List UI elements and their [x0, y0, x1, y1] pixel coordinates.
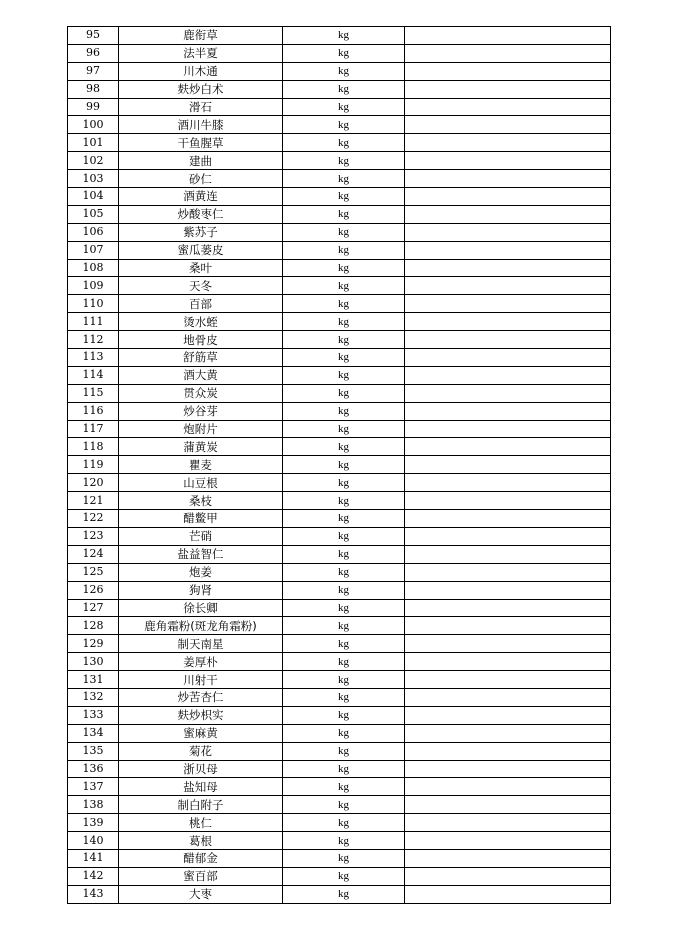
name-cell: 滑石 [119, 98, 283, 116]
name-cell: 瞿麦 [119, 456, 283, 474]
note-cell [405, 116, 611, 134]
unit-cell: kg [283, 331, 405, 349]
name-cell: 川射干 [119, 671, 283, 689]
table-row [68, 724, 611, 742]
note-cell [405, 313, 611, 331]
no-cell: 133 [68, 706, 119, 724]
no-cell: 143 [68, 885, 119, 903]
note-cell [405, 80, 611, 98]
table-row [68, 742, 611, 760]
name-cell: 炮附片 [119, 420, 283, 438]
name-cell: 炒酸枣仁 [119, 205, 283, 223]
note-cell [405, 384, 611, 402]
note-cell [405, 366, 611, 384]
name-cell: 盐益智仁 [119, 545, 283, 563]
table-row [68, 796, 611, 814]
table-row [68, 313, 611, 331]
name-cell: 炒谷芽 [119, 402, 283, 420]
note-cell [405, 527, 611, 545]
no-cell: 113 [68, 349, 119, 367]
no-cell: 130 [68, 653, 119, 671]
table-row [68, 62, 611, 80]
name-cell: 制天南星 [119, 635, 283, 653]
name-cell: 舒筋草 [119, 349, 283, 367]
name-cell: 葛根 [119, 832, 283, 850]
unit-cell: kg [283, 313, 405, 331]
unit-cell: kg [283, 188, 405, 206]
table-row [68, 885, 611, 903]
unit-cell: kg [283, 62, 405, 80]
note-cell [405, 510, 611, 528]
note-cell [405, 832, 611, 850]
note-cell [405, 706, 611, 724]
name-cell: 蜜百部 [119, 867, 283, 885]
no-cell: 141 [68, 849, 119, 867]
no-cell: 142 [68, 867, 119, 885]
unit-cell: kg [283, 116, 405, 134]
unit-cell: kg [283, 295, 405, 313]
no-cell: 138 [68, 796, 119, 814]
no-cell: 104 [68, 188, 119, 206]
table-row [68, 116, 611, 134]
unit-cell: kg [283, 724, 405, 742]
unit-cell: kg [283, 152, 405, 170]
name-cell: 桑叶 [119, 259, 283, 277]
name-cell: 菊花 [119, 742, 283, 760]
no-cell: 114 [68, 366, 119, 384]
unit-cell: kg [283, 885, 405, 903]
no-cell: 126 [68, 581, 119, 599]
name-cell: 紫苏子 [119, 223, 283, 241]
table-row [68, 331, 611, 349]
name-cell: 砂仁 [119, 170, 283, 188]
unit-cell: kg [283, 545, 405, 563]
table-row [68, 241, 611, 259]
no-cell: 107 [68, 241, 119, 259]
unit-cell: kg [283, 456, 405, 474]
no-cell: 122 [68, 510, 119, 528]
note-cell [405, 456, 611, 474]
name-cell: 大枣 [119, 885, 283, 903]
no-cell: 112 [68, 331, 119, 349]
unit-cell: kg [283, 796, 405, 814]
no-cell: 96 [68, 44, 119, 62]
no-cell: 137 [68, 778, 119, 796]
table-row [68, 295, 611, 313]
note-cell [405, 492, 611, 510]
name-cell: 山豆根 [119, 474, 283, 492]
name-cell: 蜜瓜蒌皮 [119, 241, 283, 259]
name-cell: 桃仁 [119, 814, 283, 832]
note-cell [405, 599, 611, 617]
no-cell: 139 [68, 814, 119, 832]
note-cell [405, 778, 611, 796]
unit-cell: kg [283, 170, 405, 188]
name-cell: 桑枝 [119, 492, 283, 510]
name-cell: 麸炒白术 [119, 80, 283, 98]
table-row [68, 134, 611, 152]
name-cell: 法半夏 [119, 44, 283, 62]
no-cell: 99 [68, 98, 119, 116]
note-cell [405, 62, 611, 80]
table-row [68, 277, 611, 295]
table-row [68, 366, 611, 384]
no-cell: 119 [68, 456, 119, 474]
unit-cell: kg [283, 44, 405, 62]
name-cell: 天冬 [119, 277, 283, 295]
name-cell: 蜜麻黄 [119, 724, 283, 742]
table-row [68, 760, 611, 778]
note-cell [405, 438, 611, 456]
no-cell: 127 [68, 599, 119, 617]
unit-cell: kg [283, 205, 405, 223]
unit-cell: kg [283, 688, 405, 706]
note-cell [405, 44, 611, 62]
no-cell: 134 [68, 724, 119, 742]
note-cell [405, 545, 611, 563]
no-cell: 105 [68, 205, 119, 223]
no-cell: 118 [68, 438, 119, 456]
table-row [68, 563, 611, 581]
table-row [68, 510, 611, 528]
no-cell: 123 [68, 527, 119, 545]
no-cell: 125 [68, 563, 119, 581]
unit-cell: kg [283, 778, 405, 796]
unit-cell: kg [283, 671, 405, 689]
no-cell: 108 [68, 259, 119, 277]
unit-cell: kg [283, 349, 405, 367]
table-row [68, 778, 611, 796]
no-cell: 131 [68, 671, 119, 689]
table-row [68, 349, 611, 367]
no-cell: 140 [68, 832, 119, 850]
table-row [68, 259, 611, 277]
table-row [68, 599, 611, 617]
table-row [68, 867, 611, 885]
table-row [68, 384, 611, 402]
unit-cell: kg [283, 849, 405, 867]
table-row [68, 671, 611, 689]
name-cell: 烫水蛭 [119, 313, 283, 331]
name-cell: 建曲 [119, 152, 283, 170]
table-row [68, 688, 611, 706]
table-row [68, 635, 611, 653]
name-cell: 徐长卿 [119, 599, 283, 617]
no-cell: 111 [68, 313, 119, 331]
unit-cell: kg [283, 599, 405, 617]
unit-cell: kg [283, 27, 405, 45]
name-cell: 贯众炭 [119, 384, 283, 402]
no-cell: 95 [68, 27, 119, 45]
note-cell [405, 349, 611, 367]
note-cell [405, 98, 611, 116]
name-cell: 酒川牛膝 [119, 116, 283, 134]
name-cell: 川木通 [119, 62, 283, 80]
unit-cell: kg [283, 366, 405, 384]
name-cell: 百部 [119, 295, 283, 313]
note-cell [405, 205, 611, 223]
table-row [68, 814, 611, 832]
note-cell [405, 617, 611, 635]
unit-cell: kg [283, 867, 405, 885]
name-cell: 炮姜 [119, 563, 283, 581]
table-row [68, 44, 611, 62]
note-cell [405, 277, 611, 295]
no-cell: 121 [68, 492, 119, 510]
note-cell [405, 223, 611, 241]
table-row [68, 653, 611, 671]
no-cell: 115 [68, 384, 119, 402]
table-row [68, 849, 611, 867]
note-cell [405, 796, 611, 814]
no-cell: 124 [68, 545, 119, 563]
name-cell: 姜厚朴 [119, 653, 283, 671]
unit-cell: kg [283, 98, 405, 116]
unit-cell: kg [283, 814, 405, 832]
table-row [68, 492, 611, 510]
note-cell [405, 635, 611, 653]
no-cell: 136 [68, 760, 119, 778]
name-cell: 醋郁金 [119, 849, 283, 867]
name-cell: 芒硝 [119, 527, 283, 545]
unit-cell: kg [283, 563, 405, 581]
no-cell: 97 [68, 62, 119, 80]
note-cell [405, 402, 611, 420]
unit-cell: kg [283, 241, 405, 259]
table-row [68, 581, 611, 599]
table-row [68, 205, 611, 223]
table-row [68, 832, 611, 850]
no-cell: 132 [68, 688, 119, 706]
no-cell: 117 [68, 420, 119, 438]
note-cell [405, 188, 611, 206]
note-cell [405, 259, 611, 277]
name-cell: 鹿衔草 [119, 27, 283, 45]
unit-cell: kg [283, 134, 405, 152]
unit-cell: kg [283, 474, 405, 492]
table-row [68, 188, 611, 206]
note-cell [405, 867, 611, 885]
unit-cell: kg [283, 492, 405, 510]
note-cell [405, 474, 611, 492]
unit-cell: kg [283, 438, 405, 456]
no-cell: 101 [68, 134, 119, 152]
note-cell [405, 760, 611, 778]
name-cell: 酒大黄 [119, 366, 283, 384]
no-cell: 135 [68, 742, 119, 760]
table-row [68, 98, 611, 116]
note-cell [405, 885, 611, 903]
no-cell: 116 [68, 402, 119, 420]
no-cell: 109 [68, 277, 119, 295]
note-cell [405, 742, 611, 760]
table-row [68, 617, 611, 635]
unit-cell: kg [283, 80, 405, 98]
table-row [68, 223, 611, 241]
unit-cell: kg [283, 760, 405, 778]
note-cell [405, 134, 611, 152]
no-cell: 103 [68, 170, 119, 188]
unit-cell: kg [283, 742, 405, 760]
unit-cell: kg [283, 223, 405, 241]
no-cell: 106 [68, 223, 119, 241]
note-cell [405, 331, 611, 349]
note-cell [405, 688, 611, 706]
table-row [68, 152, 611, 170]
name-cell: 醋鳖甲 [119, 510, 283, 528]
unit-cell: kg [283, 653, 405, 671]
no-cell: 129 [68, 635, 119, 653]
note-cell [405, 814, 611, 832]
table-row [68, 456, 611, 474]
name-cell: 蒲黄炭 [119, 438, 283, 456]
name-cell: 炒苦杏仁 [119, 688, 283, 706]
note-cell [405, 849, 611, 867]
name-cell: 盐知母 [119, 778, 283, 796]
unit-cell: kg [283, 402, 405, 420]
unit-cell: kg [283, 706, 405, 724]
name-cell: 酒黄连 [119, 188, 283, 206]
note-cell [405, 653, 611, 671]
herb-table [67, 26, 611, 904]
table-row [68, 474, 611, 492]
table-row [68, 80, 611, 98]
name-cell: 狗肾 [119, 581, 283, 599]
no-cell: 128 [68, 617, 119, 635]
unit-cell: kg [283, 384, 405, 402]
no-cell: 102 [68, 152, 119, 170]
name-cell: 鹿角霜粉(斑龙角霜粉) [119, 617, 283, 635]
name-cell: 地骨皮 [119, 331, 283, 349]
table-row [68, 27, 611, 45]
herb-table-body [68, 27, 611, 904]
unit-cell: kg [283, 832, 405, 850]
table-row [68, 527, 611, 545]
note-cell [405, 241, 611, 259]
note-cell [405, 671, 611, 689]
unit-cell: kg [283, 420, 405, 438]
unit-cell: kg [283, 581, 405, 599]
table-row [68, 545, 611, 563]
note-cell [405, 27, 611, 45]
table-row [68, 706, 611, 724]
table-row [68, 402, 611, 420]
unit-cell: kg [283, 277, 405, 295]
unit-cell: kg [283, 527, 405, 545]
name-cell: 制白附子 [119, 796, 283, 814]
unit-cell: kg [283, 510, 405, 528]
note-cell [405, 295, 611, 313]
name-cell: 麸炒枳实 [119, 706, 283, 724]
no-cell: 110 [68, 295, 119, 313]
table-row [68, 170, 611, 188]
note-cell [405, 170, 611, 188]
table-row [68, 438, 611, 456]
note-cell [405, 152, 611, 170]
no-cell: 120 [68, 474, 119, 492]
note-cell [405, 581, 611, 599]
unit-cell: kg [283, 617, 405, 635]
no-cell: 98 [68, 80, 119, 98]
no-cell: 100 [68, 116, 119, 134]
note-cell [405, 563, 611, 581]
name-cell: 浙贝母 [119, 760, 283, 778]
name-cell: 干鱼腥草 [119, 134, 283, 152]
note-cell [405, 420, 611, 438]
note-cell [405, 724, 611, 742]
table-row [68, 420, 611, 438]
unit-cell: kg [283, 635, 405, 653]
unit-cell: kg [283, 259, 405, 277]
